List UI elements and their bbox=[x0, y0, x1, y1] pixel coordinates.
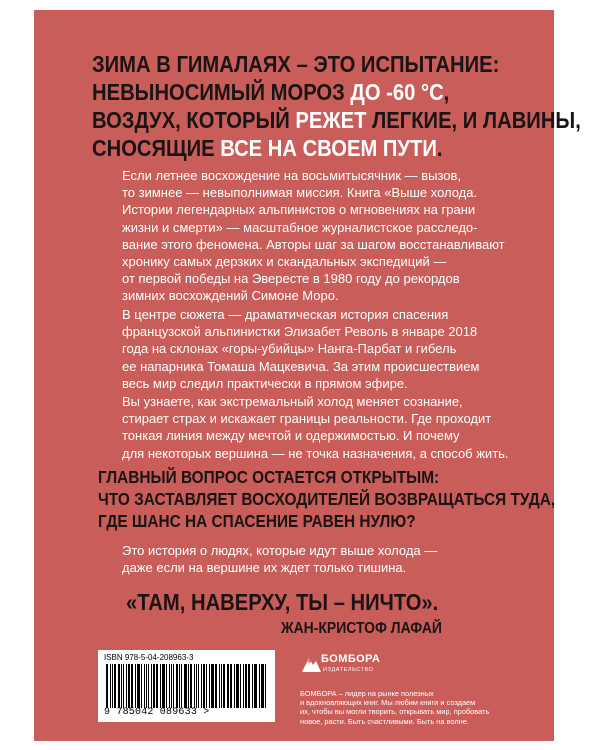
headline-text: – ЭТО ИСПЫТАНИЕ: bbox=[290, 51, 500, 77]
barcode-bar bbox=[151, 664, 152, 708]
publisher-about-line: и вдохновляющих книг. Мы любим книги и создаем bbox=[300, 698, 476, 708]
barcode-bar bbox=[265, 664, 266, 708]
headline-text: ЗИМА В ГИМАЛАЯХ bbox=[92, 51, 291, 77]
barcode-bar bbox=[252, 664, 253, 708]
barcode-bar bbox=[114, 664, 116, 708]
barcode-bar bbox=[245, 664, 247, 708]
barcode-bar bbox=[112, 664, 113, 708]
barcode-bar bbox=[190, 664, 192, 708]
key-question bbox=[98, 466, 555, 532]
headline-text: НЕВЫНОСИМЫЙ МОРОЗ bbox=[92, 79, 351, 105]
barcode-bar bbox=[259, 664, 260, 708]
barcode-bar bbox=[137, 664, 140, 708]
paragraph-line: даже если на вершине их ждет только тишина. bbox=[122, 560, 407, 576]
barcode-bar bbox=[240, 664, 241, 708]
paragraph-line: весь мир следил практически в прямом эфире. bbox=[122, 375, 408, 391]
barcode-bar bbox=[179, 664, 180, 708]
quote-text: «ТАМ, НАВЕРХУ, ТЫ – НИЧТО». bbox=[126, 589, 439, 615]
headline-highlight: РЕЖЕТ bbox=[295, 107, 367, 133]
barcode-bar bbox=[169, 664, 170, 708]
headline-text: ЛЕГКИЕ, И ЛАВИНЫ, bbox=[366, 107, 581, 133]
headline-line bbox=[92, 134, 470, 162]
paragraph-line: хронику самых дерзких и скандальных экспедиций — bbox=[122, 254, 447, 270]
paragraph-line: Вы узнаете, как экстремальный холод меняет сознание, bbox=[122, 394, 463, 409]
barcode-bar bbox=[243, 664, 244, 708]
barcode-bar bbox=[135, 664, 136, 708]
barcode-bar bbox=[234, 664, 235, 708]
barcode-bar bbox=[206, 664, 207, 708]
barcode-bar bbox=[146, 664, 148, 708]
paragraph-line: Это история о людях, которые идут выше холода — bbox=[122, 543, 438, 558]
barcode-bar bbox=[131, 664, 133, 708]
description-paragraph-2 bbox=[122, 306, 479, 392]
paragraph-line: то зимнее — невыполнимая миссия. Книга «Выше холода. bbox=[122, 185, 478, 201]
headline-text: ВОЗДУХ, КОТОРЫЙ bbox=[92, 107, 296, 133]
barcode-bar bbox=[166, 664, 167, 708]
barcode-bar bbox=[184, 664, 187, 708]
barcode-bar bbox=[223, 664, 225, 708]
barcode-bar bbox=[171, 664, 173, 708]
barcode-bar bbox=[254, 664, 255, 708]
headline-line bbox=[92, 78, 470, 106]
isbn-label: ISBN 978-5-04-208963-3 bbox=[104, 653, 194, 662]
barcode-number: 9 785042 089633 > bbox=[104, 707, 210, 718]
publisher-about-line: их, чтобы вы могли творить, открывать мир, пробовать bbox=[300, 707, 490, 717]
question-line: ГДЕ ШАНС НА СПАСЕНИЕ РАВЕН НУЛЮ? bbox=[98, 511, 416, 531]
barcode-bar bbox=[121, 664, 122, 708]
barcode-bar bbox=[228, 664, 229, 708]
description-paragraph-4 bbox=[122, 542, 437, 576]
paragraph-line: года на склонах «горы-убийцы» Нанга-Парбат и гибель bbox=[122, 341, 457, 357]
barcode-bar bbox=[141, 664, 142, 708]
headline-line bbox=[92, 50, 500, 78]
paragraph-line: зимних восхождений Симоне Моро. bbox=[122, 288, 339, 304]
barcode-bar bbox=[128, 664, 130, 708]
headline-text: , bbox=[443, 79, 450, 105]
publisher-about bbox=[300, 689, 525, 726]
barcode-bar bbox=[106, 664, 108, 708]
barcode-bar bbox=[236, 664, 239, 708]
barcode-bar bbox=[126, 664, 127, 708]
publisher-name: БОМБОРА bbox=[321, 653, 381, 665]
barcode-bar bbox=[255, 664, 257, 708]
paragraph-line: В центре сюжета — драматическая история спасения bbox=[122, 307, 449, 322]
cover-headline bbox=[92, 50, 581, 162]
barcode-bar bbox=[188, 664, 189, 708]
barcode-bar bbox=[198, 664, 199, 708]
headline-highlight: ВСЕ НА СВОЕМ ПУТИ bbox=[220, 135, 437, 161]
barcode-bar bbox=[181, 664, 182, 708]
barcode-bar bbox=[201, 664, 203, 708]
paragraph-line: тонкая линия между мечтой и одержимостью. И почему bbox=[122, 428, 460, 444]
barcode-bar bbox=[194, 664, 195, 708]
paragraph-line: Если летнее восхождение на восьмитысячник — вызов, bbox=[122, 168, 462, 183]
barcode-bar bbox=[176, 664, 178, 708]
quote-author: ЖАН-КРИСТОФ ЛАФАЙ bbox=[281, 620, 442, 637]
paragraph-line: французской альпинистки Элизабет Револь в январе 2018 bbox=[122, 324, 478, 340]
barcode-bar bbox=[209, 664, 210, 708]
question-line: ЧТО ЗАСТАВЛЯЕТ ВОСХОДИТЕЛЕЙ ВОЗВРАЩАТЬСЯ ТУДА, bbox=[98, 489, 556, 509]
headline-highlight: ДО -60 °С bbox=[350, 79, 444, 105]
paragraph-line: Истории легендарных альпинистов о мгновениях на грани bbox=[122, 202, 476, 218]
paragraph-line: для некоторых вершина — не точка назначения, а способ жить. bbox=[122, 445, 509, 461]
barcode-bar bbox=[160, 664, 161, 708]
publisher-about-line: новое, расти. Быть счастливыми. Быть на волне. bbox=[300, 716, 469, 726]
barcode-bar bbox=[248, 664, 250, 708]
paragraph-line: ее напарника Томаша Мацкевича. За этим происшествием bbox=[122, 358, 480, 374]
description-paragraph-3 bbox=[122, 393, 509, 462]
barcode-bar bbox=[219, 664, 220, 708]
barcode-bar bbox=[173, 664, 174, 708]
barcode-bar bbox=[227, 664, 228, 708]
barcode-bars bbox=[106, 664, 268, 708]
barcode-bar bbox=[211, 664, 214, 708]
paragraph-line: вание этого феномена. Авторы шаг за шагом восстанавливают bbox=[122, 236, 505, 252]
barcode-bar bbox=[156, 664, 158, 708]
barcode-bar bbox=[110, 664, 111, 708]
barcode-bar bbox=[196, 664, 197, 708]
book-back-cover bbox=[34, 10, 581, 741]
barcode-bar bbox=[221, 664, 222, 708]
barcode-bar bbox=[123, 664, 124, 708]
barcode-bar bbox=[118, 664, 121, 708]
barcode-bar bbox=[148, 664, 149, 708]
publisher-subtitle: ИЗДАТЕЛЬСТВО bbox=[323, 667, 374, 673]
barcode-bar bbox=[203, 664, 205, 708]
paragraph-line: жизни и смерти» — масштабное журналистское расследо- bbox=[122, 219, 478, 235]
headline-line bbox=[92, 106, 581, 134]
barcode-bar bbox=[261, 664, 264, 708]
paragraph-line: стирает страх и искажает границы реальности. Где проходит bbox=[122, 411, 492, 427]
isbn-barcode bbox=[98, 650, 275, 722]
barcode-bar bbox=[153, 664, 155, 708]
question-line: ГЛАВНЫЙ ВОПРОС ОСТАЕТСЯ ОТКРЫТЫМ: bbox=[98, 467, 440, 487]
barcode-bar bbox=[162, 664, 165, 708]
publisher-about-line: БОМБОРА – лидер на рынке полезных bbox=[300, 689, 434, 698]
barcode-bar bbox=[144, 664, 145, 708]
headline-text: СНОСЯЩИЕ bbox=[92, 135, 221, 161]
description-paragraph-1 bbox=[122, 167, 505, 305]
barcode-bar bbox=[230, 664, 232, 708]
headline-text: . bbox=[436, 135, 443, 161]
paragraph-line: от первой победы на Эвересте в 1980 году до рекордов bbox=[122, 271, 460, 287]
barcode-bar bbox=[215, 664, 217, 708]
